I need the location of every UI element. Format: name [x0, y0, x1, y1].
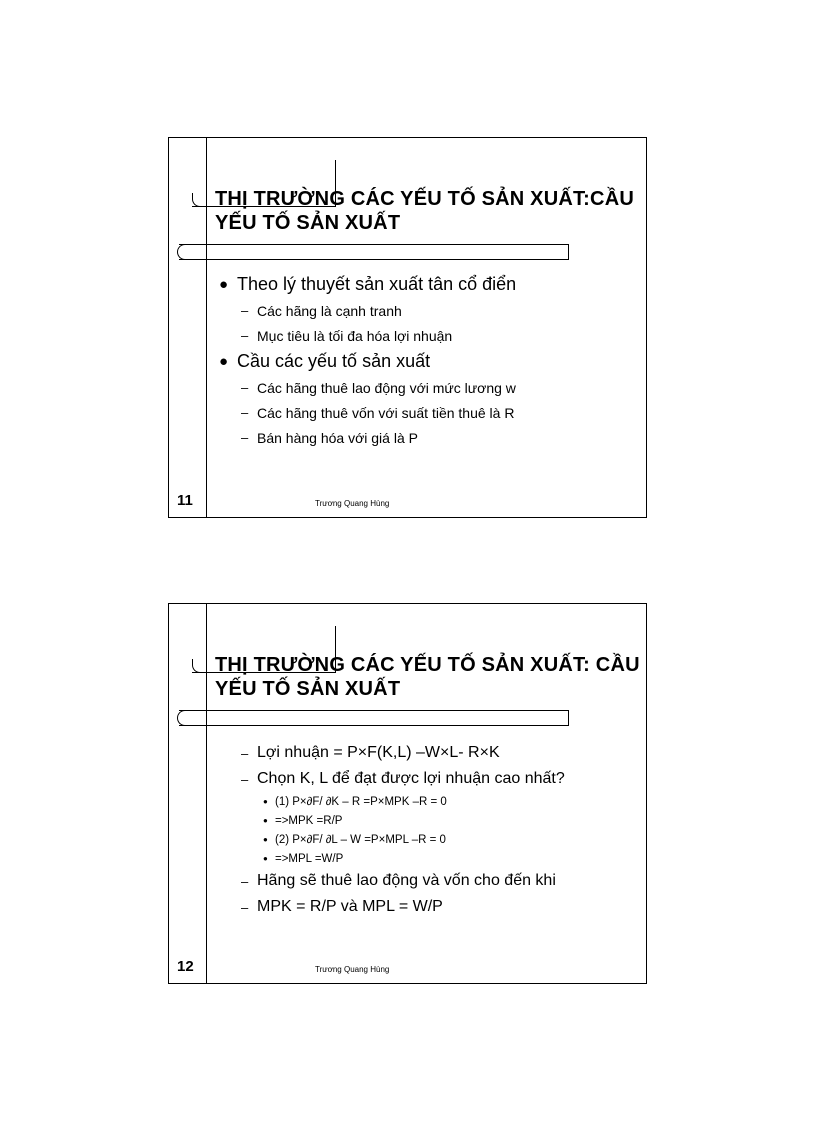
slide-12	[168, 603, 647, 984]
list-item	[219, 271, 639, 298]
dash-icon: –	[241, 873, 249, 889]
slide-title: THỊ TRƯỜNG CÁC YẾU TỐ SẢN XUẤT: CẦU YẾU TỐ SẢN XUẤT	[215, 654, 640, 700]
list-item	[219, 323, 639, 348]
list-item-text: Bán hàng hóa với giá là P	[257, 429, 418, 446]
list-item-text: =>MPL =W/P	[275, 852, 344, 865]
list-item-text: Theo lý thuyết sản xuất tân cổ điển	[237, 274, 517, 294]
list-item	[219, 830, 639, 849]
bullet-list	[219, 740, 639, 920]
bullet-icon: ●	[263, 835, 268, 844]
list-item	[219, 400, 639, 425]
dash-icon: –	[241, 771, 249, 787]
list-item-text: (1) P×∂F/ ∂K – R =P×MPK –R = 0	[275, 795, 447, 808]
list-item-text: Lợi nhuận = P×F(K,L) –W×L- R×K	[257, 744, 500, 761]
list-item	[219, 375, 639, 400]
list-item-text: Các hãng thuê lao động với mức lương w	[257, 379, 516, 396]
bullet-icon: ●	[219, 353, 229, 370]
dash-icon: –	[241, 405, 249, 420]
slide-11	[168, 137, 647, 518]
slide-title: THỊ TRƯỜNG CÁC YẾU TỐ SẢN XUẤT:CẦU YẾU TỐ SẢN XUẤT	[215, 188, 634, 234]
dash-icon: –	[241, 303, 249, 318]
list-item-text: (2) P×∂F/ ∂L – W =P×MPL –R = 0	[275, 833, 446, 846]
title-separator	[179, 244, 569, 260]
bullet-list	[219, 271, 639, 450]
dash-icon: –	[241, 328, 249, 343]
list-item	[219, 348, 639, 375]
list-item-text: Các hãng thuê vốn với suất tiền thuê là R	[257, 404, 515, 421]
list-item-text: Chọn K, L để đạt được lợi nhuận cao nhất?	[257, 770, 565, 787]
slide-number: 11	[177, 492, 193, 509]
bullet-icon: ●	[219, 276, 229, 293]
list-item-text: =>MPK =R/P	[275, 814, 343, 827]
list-item	[219, 894, 639, 920]
dash-icon: –	[241, 745, 249, 761]
list-item-text: MPK = R/P và MPL = W/P	[257, 898, 443, 915]
list-item	[219, 740, 639, 766]
bullet-icon: ●	[263, 854, 268, 863]
list-item	[219, 792, 639, 811]
list-item-text: Mục tiêu là tối đa hóa lợi nhuận	[257, 327, 453, 344]
list-item	[219, 298, 639, 323]
dash-icon: –	[241, 430, 249, 445]
bullet-icon: ●	[263, 797, 268, 806]
list-item	[219, 868, 639, 894]
slide-number: 12	[177, 958, 194, 975]
list-item	[219, 811, 639, 830]
dash-icon: –	[241, 899, 249, 915]
list-item	[219, 425, 639, 450]
title-separator	[179, 710, 569, 726]
list-item-text: Cầu các yếu tố sản xuất	[237, 351, 431, 371]
list-item-text: Hãng sẽ thuê lao động và vốn cho đến khi	[257, 872, 556, 889]
list-item	[219, 766, 639, 792]
bullet-icon: ●	[263, 816, 268, 825]
list-item	[219, 849, 639, 868]
list-item-text: Các hãng là cạnh tranh	[257, 302, 402, 319]
dash-icon: –	[241, 380, 249, 395]
footer-author: Trương Quang Hùng	[315, 965, 390, 974]
footer-author: Trương Quang Hùng	[315, 499, 390, 508]
